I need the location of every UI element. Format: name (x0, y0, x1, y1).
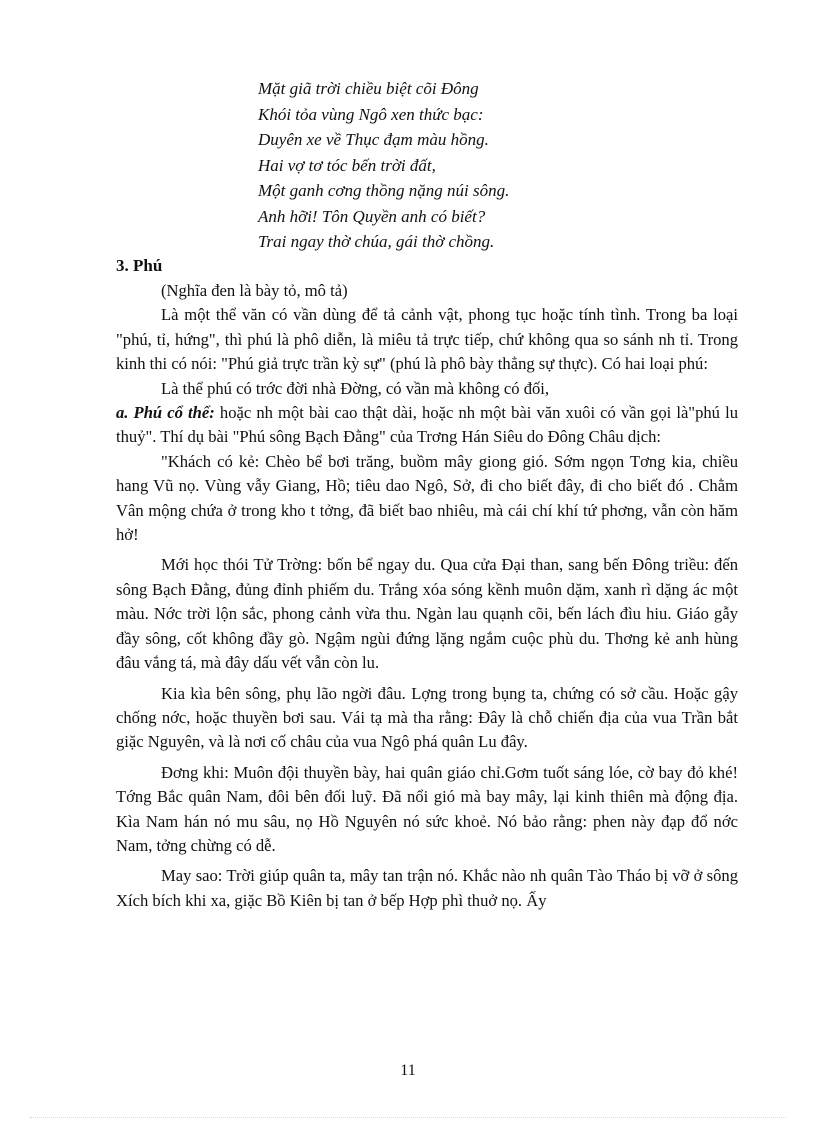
subheading-phu-co-the: a. Phú cổ thể: (116, 403, 215, 423)
paragraph-quote-5: May sao: Trời giúp quân ta, mây tan trận nó. Khắc nào nh quân Tào Tháo bị vỡ ở sông Xích bích khi xa, giặc Bồ Kiên bị tan ở bếp Hợp phì thuở nọ. Ấy (116, 866, 738, 910)
body-text (116, 279, 738, 913)
poem-block (258, 76, 718, 255)
poem-line: Hai vợ tơ tóc bến trời đất, (258, 155, 436, 175)
poem-line: Trai ngay thờ chúa, gái thờ chồng. (258, 232, 495, 251)
paragraph-classic-form (116, 401, 738, 450)
footer-divider (30, 1117, 786, 1118)
poem-line: Mặt giã trời chiều biệt cõi Đông (258, 79, 479, 98)
poem-line: Anh hỡi! Tôn Quyền anh có biết? (258, 206, 486, 226)
paragraph-quote-1: "Khách có kẻ: Chèo bể bơi trăng, buồm mây giong gió. Sớm ngọn Tơng kia, chiều hang Vũ nọ. Vùng vẫy Giang, Hồ; tiêu dao Ngô, Sở, đi cho biết đây, đi cho biết đó . Chằm Vân mộng chứa ở trong kho t tởng, đã biết bao nhiêu, mà cái chí khí tứ phơng, vẫn còn hăm hở! (116, 451, 738, 545)
paragraph-quote-4: Đơng khi: Muôn đội thuyền bày, hai quân giáo chỉ.Gơm tuốt sáng lóe, cờ bay đỏ khé! Tớng Bắc quân Nam, đôi bên đối luỹ. Đã nổi gió mà bay mây, lại kinh thiên mà động địa. Kìa Nam hán nó mu sâu, nọ Hồ Nguyên nó sức khoẻ. Nó bảo rằng: phen này đạp đổ nớc Nam, tởng chừng có dễ. (116, 762, 738, 855)
paragraph-classic-note: Là thể phú có trớc đời nhà Đờng, có vần mà không có đối, (161, 378, 550, 398)
paragraph-intro: Là một thể văn có vần dùng để tả cảnh vật, phong tục hoặc tính tình. Trong ba loại "phú, tỉ, hứng", thì phú là phô diễn, là miêu tả trực tiếp, chứ không qua so sánh nh tỉ. Trong kinh thi có nói: "Phú giả trực trần kỳ sự" (phú là phô bày thẳng sự thực). Có hai loại phú: (116, 305, 738, 374)
section-heading: 3. Phú (116, 256, 163, 275)
paragraph-definition: (Nghĩa đen là bày tỏ, mô tả) (161, 281, 348, 300)
poem-line: Khói tỏa vùng Ngô xen thức bạc: (258, 104, 484, 124)
paragraph-quote-2: Mới học thói Tử Trờng: bốn bể ngay du. Qua cửa Đại than, sang bến Đông triều: đến sông Bạch Đằng, đủng đỉnh phiếm du. Trắng xóa sóng kềnh muôn dặm, xanh rì dặng ác một màu. Nớc trời lộn sắc, phong cảnh vừa thu. Ngàn lau quạnh cõi, bến lách đìu hiu. Giáo gẫy đầy sông, cốt không đầy gò. Ngậm ngùi đứng lặng ngắm cuộc phù du. Thơng kẻ anh hùng đâu vắng tá, mà đây dấu vết vẫn còn lu. (116, 555, 738, 673)
paragraph-quote-3: Kia kìa bên sông, phụ lão ngời đâu. Lợng trong bụng ta, chứng có sở cầu. Hoặc gậy chống nớc, hoặc thuyền bơi sau. Vái tạ mà tha rằng: Đây là chỗ chiến địa của vua Trần bắt giặc Nguyên, và là nơi cố châu của vua Ngô phá quân Lu đây. (116, 683, 738, 752)
paragraph-classic-form-text: hoặc nh một bài cao thật dài, hoặc nh một bài văn xuôi có vần gọi là"phú lu thuỷ". Thí dụ bài "Phú sông Bạch Đằng" của Trơng Hán Siêu do Đông Châu dịch: (116, 403, 738, 447)
poem-line: Duyên xe về Thục đạm màu hồng. (258, 130, 489, 149)
poem-line: Một ganh cơng thồng nặng núi sông. (258, 181, 510, 200)
page-number: 11 (400, 1062, 416, 1079)
